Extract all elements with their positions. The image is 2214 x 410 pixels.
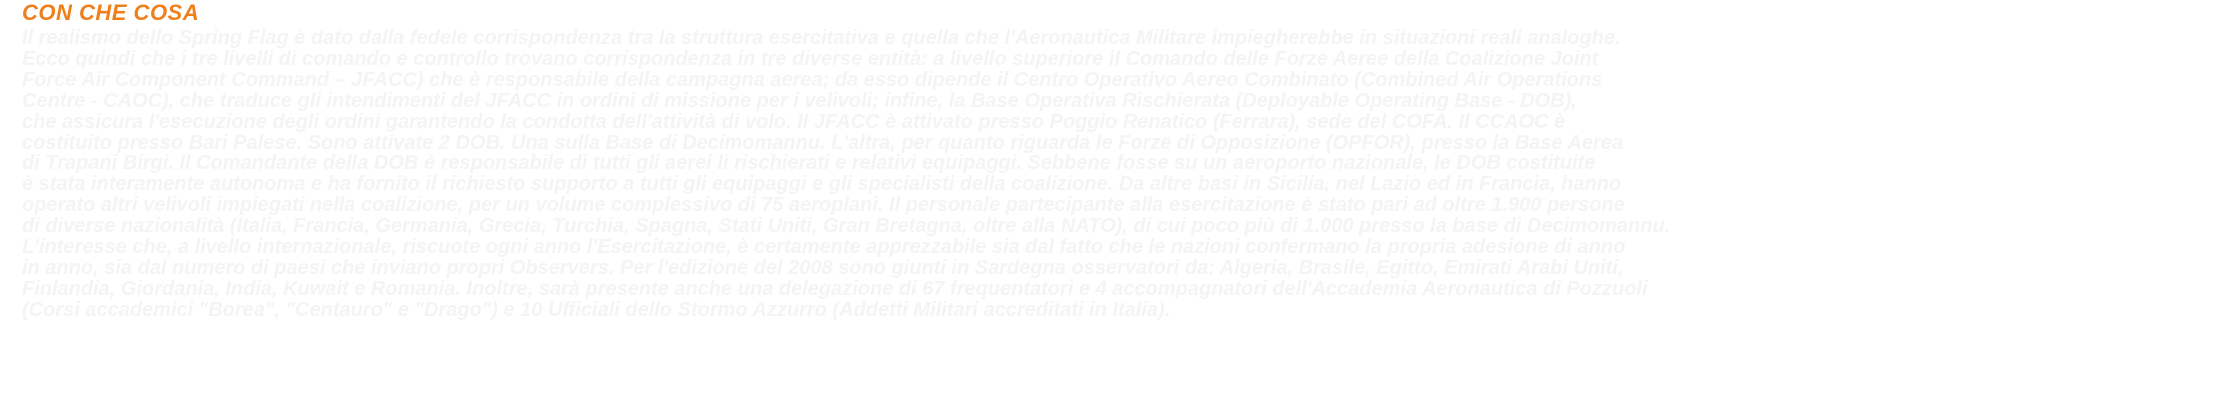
paragraph-line: che assicura l'esecuzione degli ordini garantendo la condotta dell'attività di volo. Il JFACC è attivato presso Poggio Renatico (Ferrara), sede del COFA. Il CCAOC è xyxy=(22,110,1566,133)
paragraph-line: di Trapani Birgi. Il Comandante della DOB è responsabile di tutti gli aerei li rischierati e relativi equipaggi. Sebbene fosse su un aeroporto nazionale, le DOB costituite xyxy=(22,152,1596,175)
paragraph-line: operato altri velivoli impiegati nella coalizione, per un volume complessivo di 75 aeroplani. Il personale partecipante alla esercitazione è stato pari ad oltre 1.900 persone xyxy=(22,194,1625,217)
paragraph-line: è stata interamente autonoma e ha fornito il richiesto supporto a tutti gli equipaggi e gli specialisti della coalizione. Da altre basi in Sicilia, nel Lazio ed in Francia, hanno xyxy=(22,173,1622,196)
paragraph-line: Finlandia, Giordania, India, Kuwait e Romania. Inoltre, sarà presente anche una delegazione di 67 frequentatori e 4 accompagnatori dell'Accademia Aeronautica di Pozzuoli xyxy=(22,277,1648,300)
section-heading: CON CHE COSA xyxy=(22,0,200,25)
paragraph-line: Force Air Component Command – JFACC) che è responsabile della campagna aerea; da esso dipende il Centro Operativo Aereo Combinato (Combined Air Operations xyxy=(22,68,1603,91)
paragraph-line: costituito presso Bari Palese. Sono attivate 2 DOB. Una sulla Base di Decimomannu. L'altra, per quanto riguarda le Forze di Opposizione (OPFOR), presso la Base Aerea xyxy=(22,131,1624,154)
paragraph-line: di diverse nazionalità (Italia, Francia, Germania, Grecia, Turchia, Spagna, Stati Uniti, Gran Bretagna, oltre alla NATO), di cui poco più di 1.000 presso la base di Decimomannu. xyxy=(22,215,1671,238)
paragraph-line: Centre - CAOC), che traduce gli intendimenti del JFACC in ordini di missione per i velivoli; infine, la Base Operativa Rischierata (Deployable Operating Base - DOB), xyxy=(22,89,1577,112)
body-paragraph xyxy=(22,28,2202,321)
paragraph-line: (Corsi accademici "Borea", "Centauro" e "Drago") e 10 Ufficiali dello Stormo Azzurro (Addetti Militari accreditati in Italia). xyxy=(22,298,1171,321)
paragraph-line: in anno, sia dal numero di paesi che inviano propri Observers. Per l'edizione del 2008 sono giunti in Sardegna osservatori da: Algeria, Brasile, Egitto, Emirati Arabi Uniti, xyxy=(22,256,1624,279)
paragraph-line: L'interesse che, a livello internazionale, riscuote ogni anno l'Esercitazione, è certamente apprezzabile sia dal fatto che le nazioni confermano la propria adesione di anno xyxy=(22,236,1626,259)
paragraph-line: Il realismo dello Spring Flag è dato dalla fedele corrispondenza tra la struttura esercitativa e quella che l'Aeronautica Militare impiegherebbe in situazioni reali analoghe. xyxy=(22,27,1621,49)
paragraph-line: Ecco quindi che i tre livelli di comando e controllo trovano corrispondenza in tre diverse entità: a livello superiore il Comando delle Forze Aeree della Coalizione Joint xyxy=(22,47,1599,70)
